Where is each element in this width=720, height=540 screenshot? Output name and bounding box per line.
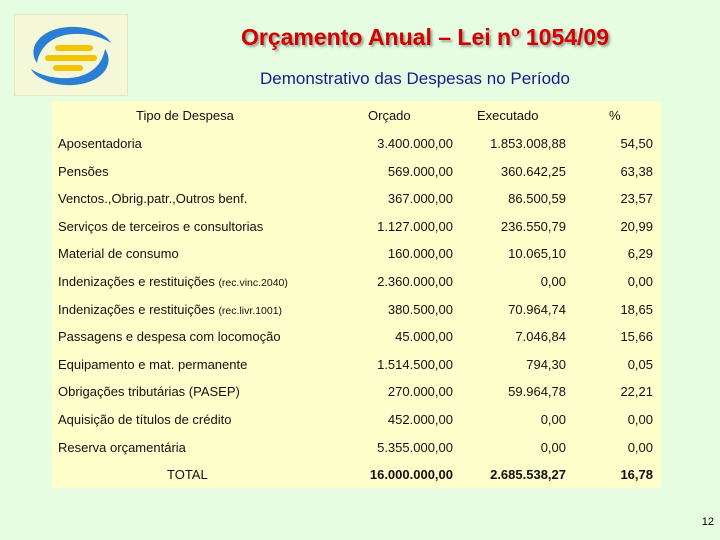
expense-type-label: Passagens e despesa com locomoção <box>58 329 281 345</box>
budgeted-value: 380.500,00 <box>387 301 453 317</box>
expense-type-label: Obrigações tributárias (PASEP) <box>58 384 240 400</box>
pct-value: 22,21 <box>620 384 653 400</box>
pct-value: 23,57 <box>620 191 653 207</box>
total-row <box>52 461 661 489</box>
pct-value: 54,50 <box>620 136 653 151</box>
header-pct: % <box>609 108 621 123</box>
total-pct: 16,78 <box>620 467 653 482</box>
budgeted-value: 452.000,00 <box>387 412 453 427</box>
executed-value: 794,30 <box>526 356 566 372</box>
expense-type-label: Reserva orçamentária <box>58 439 186 455</box>
pct-value: 0,00 <box>627 274 653 289</box>
executed-value: 236.550,79 <box>500 218 566 234</box>
expense-type <box>58 219 263 234</box>
executed-value: 70.964,74 <box>508 301 566 317</box>
pct-value: 18,65 <box>620 301 653 317</box>
pct-value: 20,99 <box>620 218 653 234</box>
table-row <box>52 323 661 351</box>
total-label: TOTAL <box>167 467 208 482</box>
expense-type-label: Aquisição de títulos de crédito <box>58 412 232 427</box>
expense-type <box>58 246 179 261</box>
budgeted-value: 45.000,00 <box>395 329 453 345</box>
expense-type <box>58 384 240 399</box>
executed-value: 10.065,10 <box>508 246 566 262</box>
pct-value: 15,66 <box>620 329 653 345</box>
total-executed: 2.685.538,27 <box>490 467 566 482</box>
expense-type <box>58 357 247 372</box>
executed-value: 86.500,59 <box>508 191 566 207</box>
executed-value: 0,00 <box>540 274 566 289</box>
page-number: 12 <box>701 516 714 528</box>
budgeted-value: 270.000,00 <box>387 384 453 400</box>
expense-type <box>58 274 288 289</box>
expense-type-label: Material de consumo <box>58 246 179 262</box>
logo-emblem-icon <box>15 15 127 95</box>
budgeted-value: 160.000,00 <box>387 246 453 262</box>
expense-type <box>58 164 109 179</box>
logo <box>14 14 128 96</box>
table-row <box>52 378 661 406</box>
table-row <box>52 434 661 462</box>
table-row <box>52 406 661 434</box>
expense-type <box>58 329 281 344</box>
pct-value: 0,00 <box>627 439 653 455</box>
expense-type <box>58 136 142 151</box>
expense-type-label: Aposentadoria <box>58 136 142 151</box>
executed-value: 59.964,78 <box>508 384 566 400</box>
budgeted-value: 569.000,00 <box>387 163 453 179</box>
table-row <box>52 240 661 268</box>
table-row <box>52 130 661 158</box>
expense-type <box>58 412 231 427</box>
budgeted-value: 1.127.000,00 <box>377 218 453 234</box>
expense-type-label: Indenizações e restituições <box>58 274 215 289</box>
executed-value: 0,00 <box>540 439 566 455</box>
pct-value: 63,38 <box>620 163 653 179</box>
budgeted-value: 367.000,00 <box>387 191 453 207</box>
expense-type-note: (rec.livr.1001) <box>218 304 283 317</box>
budgeted-value: 5.355.000,00 <box>377 439 453 455</box>
expense-type <box>58 191 247 206</box>
table-row <box>52 158 661 186</box>
pct-value: 0,05 <box>627 356 653 372</box>
table-row <box>52 351 661 379</box>
budgeted-value: 2.360.000,00 <box>377 274 453 289</box>
expense-type-note: (rec.vinc.2040) <box>218 277 288 289</box>
page-subtitle: Demonstrativo das Despesas no Período <box>260 69 570 88</box>
expense-type-label: Pensões <box>58 163 109 179</box>
pct-value: 0,00 <box>627 412 653 427</box>
expense-type-label: Equipamento e mat. permanente <box>58 356 248 372</box>
expense-type-label: Serviços de terceiros e consultorias <box>58 218 264 234</box>
pct-value: 6,29 <box>627 246 653 262</box>
header-type: Tipo de Despesa <box>136 108 234 123</box>
expense-type <box>58 302 282 317</box>
budgeted-value: 1.514.500,00 <box>377 356 453 372</box>
table-row <box>52 213 661 241</box>
executed-value: 7.046,84 <box>515 329 566 345</box>
table-row <box>52 185 661 213</box>
executed-value: 360.642,25 <box>500 163 566 179</box>
budgeted-value: 3.400.000,00 <box>377 136 453 151</box>
expense-type <box>58 440 186 455</box>
header-executed: Executado <box>477 108 539 123</box>
expense-type-label: Venctos.,Obrig.patr.,Outros benf. <box>58 191 248 207</box>
executed-value: 0,00 <box>540 412 566 427</box>
expense-type-label: Indenizações e restituições <box>58 301 215 317</box>
executed-value: 1.853.008,88 <box>490 136 566 151</box>
expenses-table <box>52 101 661 488</box>
page-title: Orçamento Anual – Lei nº 1054/09 <box>240 24 610 50</box>
header-budgeted: Orçado <box>368 108 411 123</box>
total-budgeted: 16.000.000,00 <box>369 467 453 482</box>
table-row <box>52 268 661 296</box>
table-row <box>52 296 661 324</box>
